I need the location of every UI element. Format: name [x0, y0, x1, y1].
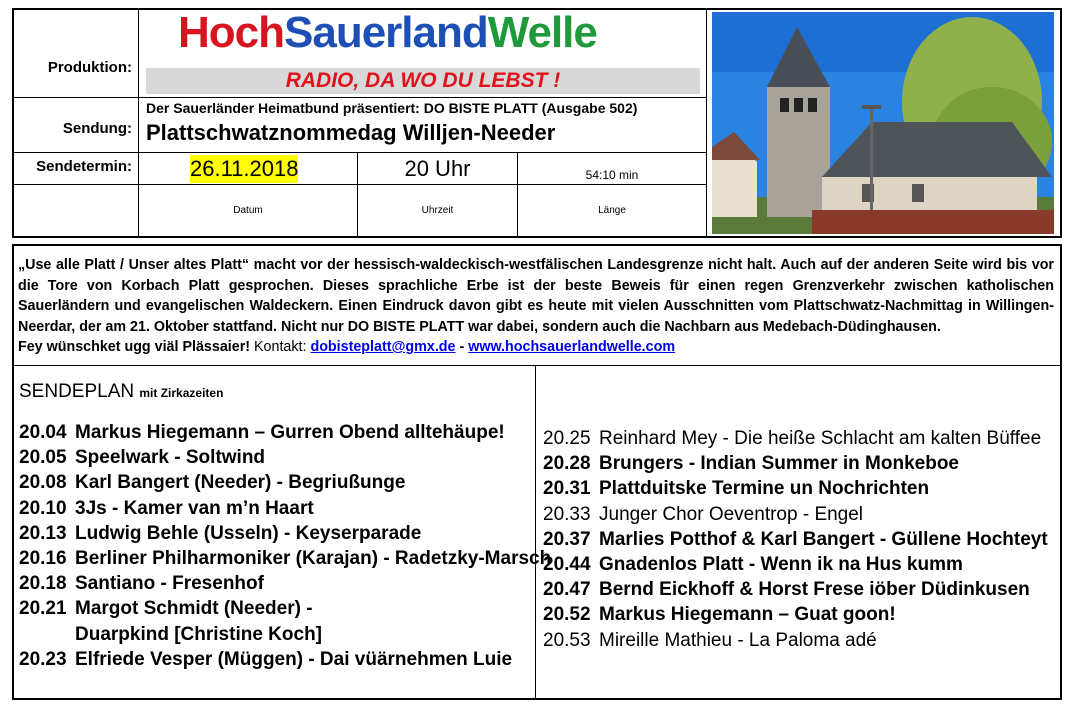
schedule-title: Markus Hiegemann – Gurren Obend alltehäupe! [75, 422, 505, 443]
schedule-title: Marlies Potthof & Karl Bangert - Güllene Hochteyt [599, 528, 1048, 550]
schedule-time: 20.21 [19, 598, 67, 620]
divider [12, 97, 707, 98]
divider [12, 184, 707, 185]
schedule-item [543, 552, 1048, 577]
divider [12, 152, 707, 153]
schedule-time: 20.37 [543, 528, 591, 550]
schedule-time: 20.08 [19, 472, 67, 494]
schedule-time: 20.28 [543, 453, 591, 475]
logo-part-welle: Welle [487, 8, 597, 57]
schedule-title: Santiano - Fresenhof [75, 573, 264, 595]
schedule-title: Bernd Eickhoff & Horst Frese iöber Düdinkusen [599, 579, 1030, 601]
schedule-time [19, 622, 75, 647]
broadcast-date: 26.11.2018 [190, 156, 299, 181]
schedule-time: 20.10 [19, 497, 67, 519]
schedule-item [543, 426, 1048, 451]
plan-heading [19, 381, 223, 403]
schedule-title: Gnadenlos Platt - Wenn ik na Hus kumm [599, 554, 963, 576]
schedule-time: 20.44 [543, 554, 591, 576]
website-link[interactable]: www.hochsauerlandwelle.com [468, 339, 676, 355]
produktion-label: Produktion: [47, 59, 132, 76]
schedule-item [543, 602, 1048, 627]
schedule-item [543, 628, 1048, 653]
schedule-time: 20.33 [543, 503, 591, 525]
schedule-title: Berliner Philharmoniker (Karajan) - Radetzky-Marsch [75, 548, 552, 570]
schedule-item [19, 470, 551, 495]
schedule-title: Reinhard Mey - Die heiße Schlacht am kalten Büffee [599, 428, 1042, 449]
schedule-time: 20.25 [543, 428, 591, 449]
contact-label: Kontakt: [254, 339, 307, 355]
schedule-title: 3Js - Kamer van m’n Haart [75, 497, 314, 519]
schedule-time: 20.53 [543, 629, 591, 651]
broadcast-time: 20 Uhr [404, 156, 471, 181]
divider [706, 8, 707, 238]
plan-subtitle: mit Zirkazeiten [139, 386, 224, 400]
schedule-title: Elfriede Vesper (Müggen) - Dai vüärnehmen Luie [75, 648, 513, 670]
schedule-item [19, 445, 551, 470]
schedule-item [19, 521, 551, 546]
schedule-time: 20.04 [19, 422, 67, 443]
church-photo [712, 12, 1054, 234]
schedule-time: 20.13 [19, 522, 67, 544]
schedule-item [19, 596, 551, 621]
divider [12, 365, 1062, 366]
schedule-title: Karl Bangert (Needer) - Begriußunge [75, 472, 406, 494]
description-text: „Use alle Platt / Unser altes Platt“ macht vor der hessisch-waldeckisch-westfälischen Landesgrenze nicht halt. Auch auf der anderen Seite wird bis vor die Tore von Korbach Platt gesprochen. Dieses sprachliche Erbe ist der beste Beweis für einen regen Grenzverkehr zwischen katholischen Sauerländern und evangelischen Waldeckern. Einen Eindruck davon gibt es heute mit vielen Ausschnitten vom Plattschwatz-Nachmittag in Willingen-Neerdar, der am 21. Oktober stattfand. Nicht nur DO BISTE PLATT war dabei, sondern auch die Nachbarn aus Medebach-Düdinghausen. [18, 257, 1054, 335]
schedule-item [543, 577, 1048, 602]
description-paragraph [18, 255, 1054, 358]
schedule-time: 20.18 [19, 573, 67, 595]
logo-slogan: RADIO, DA WO DU LEBST ! [146, 68, 700, 94]
schedule-item [543, 502, 1048, 527]
schedule-item [19, 622, 551, 647]
sendung-title: Plattschwatznommedag Willjen-Needer [146, 120, 556, 145]
schedule-title: Plattduitske Termine un Nochrichten [599, 478, 930, 500]
schedule-title: Speelwark - Soltwind [75, 447, 266, 469]
schedule-item [19, 571, 551, 596]
plan-right-column [543, 426, 1048, 653]
schedule-time: 20.16 [19, 548, 67, 570]
time-caption: Uhrzeit [421, 205, 454, 216]
schedule-title: Junger Chor Oeventrop - Engel [599, 503, 864, 525]
length-caption: Länge [598, 205, 626, 216]
schedule-item [19, 647, 551, 672]
schedule-item [19, 546, 551, 571]
email-link[interactable]: dobisteplatt@gmx.de [310, 339, 456, 355]
schedule-title: Duarpkind [Christine Koch] [75, 623, 323, 645]
schedule-item [543, 476, 1048, 501]
schedule-item [19, 496, 551, 521]
divider [138, 8, 139, 238]
logo-part-hoch: Hoch [178, 8, 284, 57]
sendung-subtitle: Der Sauerländer Heimatbund präsentiert: DO BISTE PLATT (Ausgabe 502) [146, 100, 638, 116]
schedule-title: Brungers - Indian Summer in Monkeboe [599, 453, 959, 475]
sendetermin-label: Sendetermin: [36, 158, 132, 175]
broadcast-length: 54:10 min [585, 168, 639, 182]
schedule-time: 20.05 [19, 447, 67, 469]
schedule-title: Margot Schmidt (Needer) - [75, 598, 313, 620]
schedule-item [543, 451, 1048, 476]
schedule-item [543, 527, 1048, 552]
schedule-time: 20.31 [543, 478, 591, 500]
closing-text: Fey wünschket ugg viäl Plässaier! [18, 339, 251, 355]
schedule-title: Ludwig Behle (Usseln) - Keyserparade [75, 522, 422, 544]
schedule-item [19, 420, 551, 445]
schedule-title: Mireille Mathieu - La Paloma adé [599, 629, 877, 651]
date-caption: Datum [233, 205, 263, 216]
schedule-time: 20.47 [543, 579, 591, 601]
plan-title: SENDEPLAN [19, 381, 135, 402]
plan-left-column [19, 420, 551, 672]
logo-part-sauerland: Sauerland [284, 8, 488, 57]
sendung-label: Sendung: [62, 120, 132, 137]
schedule-time: 20.23 [19, 648, 67, 670]
divider [517, 152, 518, 238]
station-logo [178, 8, 597, 58]
schedule-time: 20.52 [543, 604, 591, 626]
schedule-title: Markus Hiegemann – Guat goon! [599, 604, 896, 626]
separator: - [459, 339, 465, 355]
